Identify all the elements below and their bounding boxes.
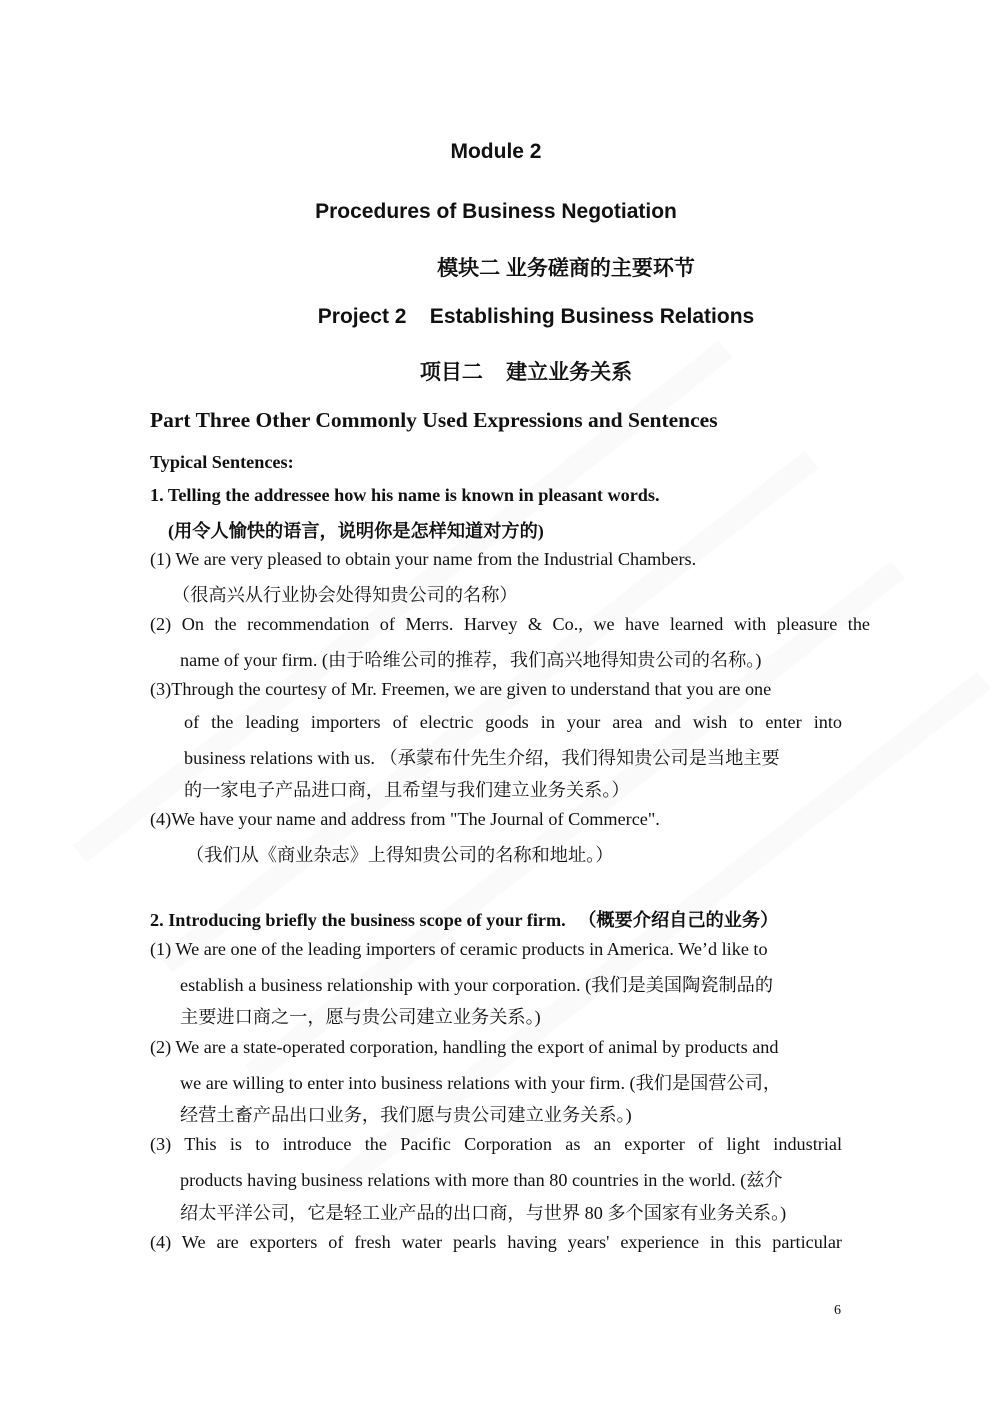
s2-item2-line2: we are willing to enter into business relations with your firm. (我们是国营公司， bbox=[180, 1073, 782, 1093]
s2-item1-line1: (1) We are one of the leading importers of ceramic products in America. We’d like to bbox=[150, 939, 768, 959]
section1-title-cn: (用令人愉快的语言，说明你是怎样知道对方的) bbox=[168, 521, 544, 541]
s1-item4-line2: （我们从《商业杂志》上得知贵公司的名称和地址。） bbox=[186, 845, 614, 865]
s1-item3-line2: of the leading importers of electric goods in your area and wish to enter into bbox=[184, 712, 842, 732]
s2-item3-line1: (3) This is to introduce the Pacific Corporation as an exporter of light industrial bbox=[150, 1134, 842, 1154]
s2-item1-line3: 主要进口商之一，愿与贵公司建立业务关系。) bbox=[180, 1007, 541, 1027]
s1-item2-line2: name of your firm. (由于哈维公司的推荐，我们高兴地得知贵公司的名称。) bbox=[180, 650, 762, 670]
s1-item3-line1: (3)Through the courtesy of Mr. Freemen, we are given to understand that you are one bbox=[150, 679, 772, 699]
s2-item1-line2: establish a business relationship with your corporation. (我们是美国陶瓷制品的 bbox=[180, 975, 774, 995]
procedures-heading: Procedures of Business Negotiation bbox=[315, 200, 677, 223]
part-title: Part Three Other Commonly Used Expressions and Sentences bbox=[150, 408, 718, 432]
section1-title: 1. Telling the addressee how his name is known in pleasant words. bbox=[150, 485, 660, 505]
s1-item3-line4: 的一家电子产品进口商，且希望与我们建立业务关系。） bbox=[184, 780, 630, 800]
section2-title-cn: （概要介绍自己的业务） bbox=[578, 910, 779, 930]
s1-item2-line1: (2) On the recommendation of Merrs. Harvey & Co., we have learned with pleasure the bbox=[150, 614, 870, 634]
s1-item4-line1: (4)We have your name and address from "The Journal of Commerce". bbox=[150, 809, 660, 829]
s2-item2-line3: 经营土畜产品出口业务，我们愿与贵公司建立业务关系。) bbox=[180, 1105, 632, 1125]
s2-item3-line3: 绍太平洋公司，它是轻工业产品的出口商，与世界 80 多个国家有业务关系。) bbox=[180, 1203, 787, 1223]
module-heading: Module 2 bbox=[450, 140, 542, 163]
module-heading-cn: 模块二 业务磋商的主要环节 bbox=[437, 257, 695, 280]
s1-item1-line2: （很高兴从行业协会处得知贵公司的名称） bbox=[172, 585, 518, 605]
section2-title-en: 2. Introducing briefly the business scope of your firm. bbox=[150, 910, 566, 930]
project-heading-cn: 项目二 建立业务关系 bbox=[419, 361, 633, 384]
typical-sentences-label: Typical Sentences: bbox=[150, 452, 294, 472]
section2-title bbox=[150, 906, 778, 932]
s2-item4-line1: (4) We are exporters of fresh water pearls having years' experience in this particular bbox=[150, 1232, 842, 1252]
s2-item3-line2: products having business relations with more than 80 countries in the world. (兹介 bbox=[180, 1170, 783, 1190]
s1-item3-line3: business relations with us. （承蒙布什先生介绍，我们得知贵公司是当地主要 bbox=[184, 748, 780, 768]
page-number: 6 bbox=[834, 1303, 841, 1318]
s2-item2-line1: (2) We are a state-operated corporation, handling the export of animal by products and bbox=[150, 1037, 779, 1057]
project-heading: Project 2 Establishing Business Relations bbox=[317, 305, 755, 328]
s1-item1-line1: (1) We are very pleased to obtain your name from the Industrial Chambers. bbox=[150, 549, 697, 569]
